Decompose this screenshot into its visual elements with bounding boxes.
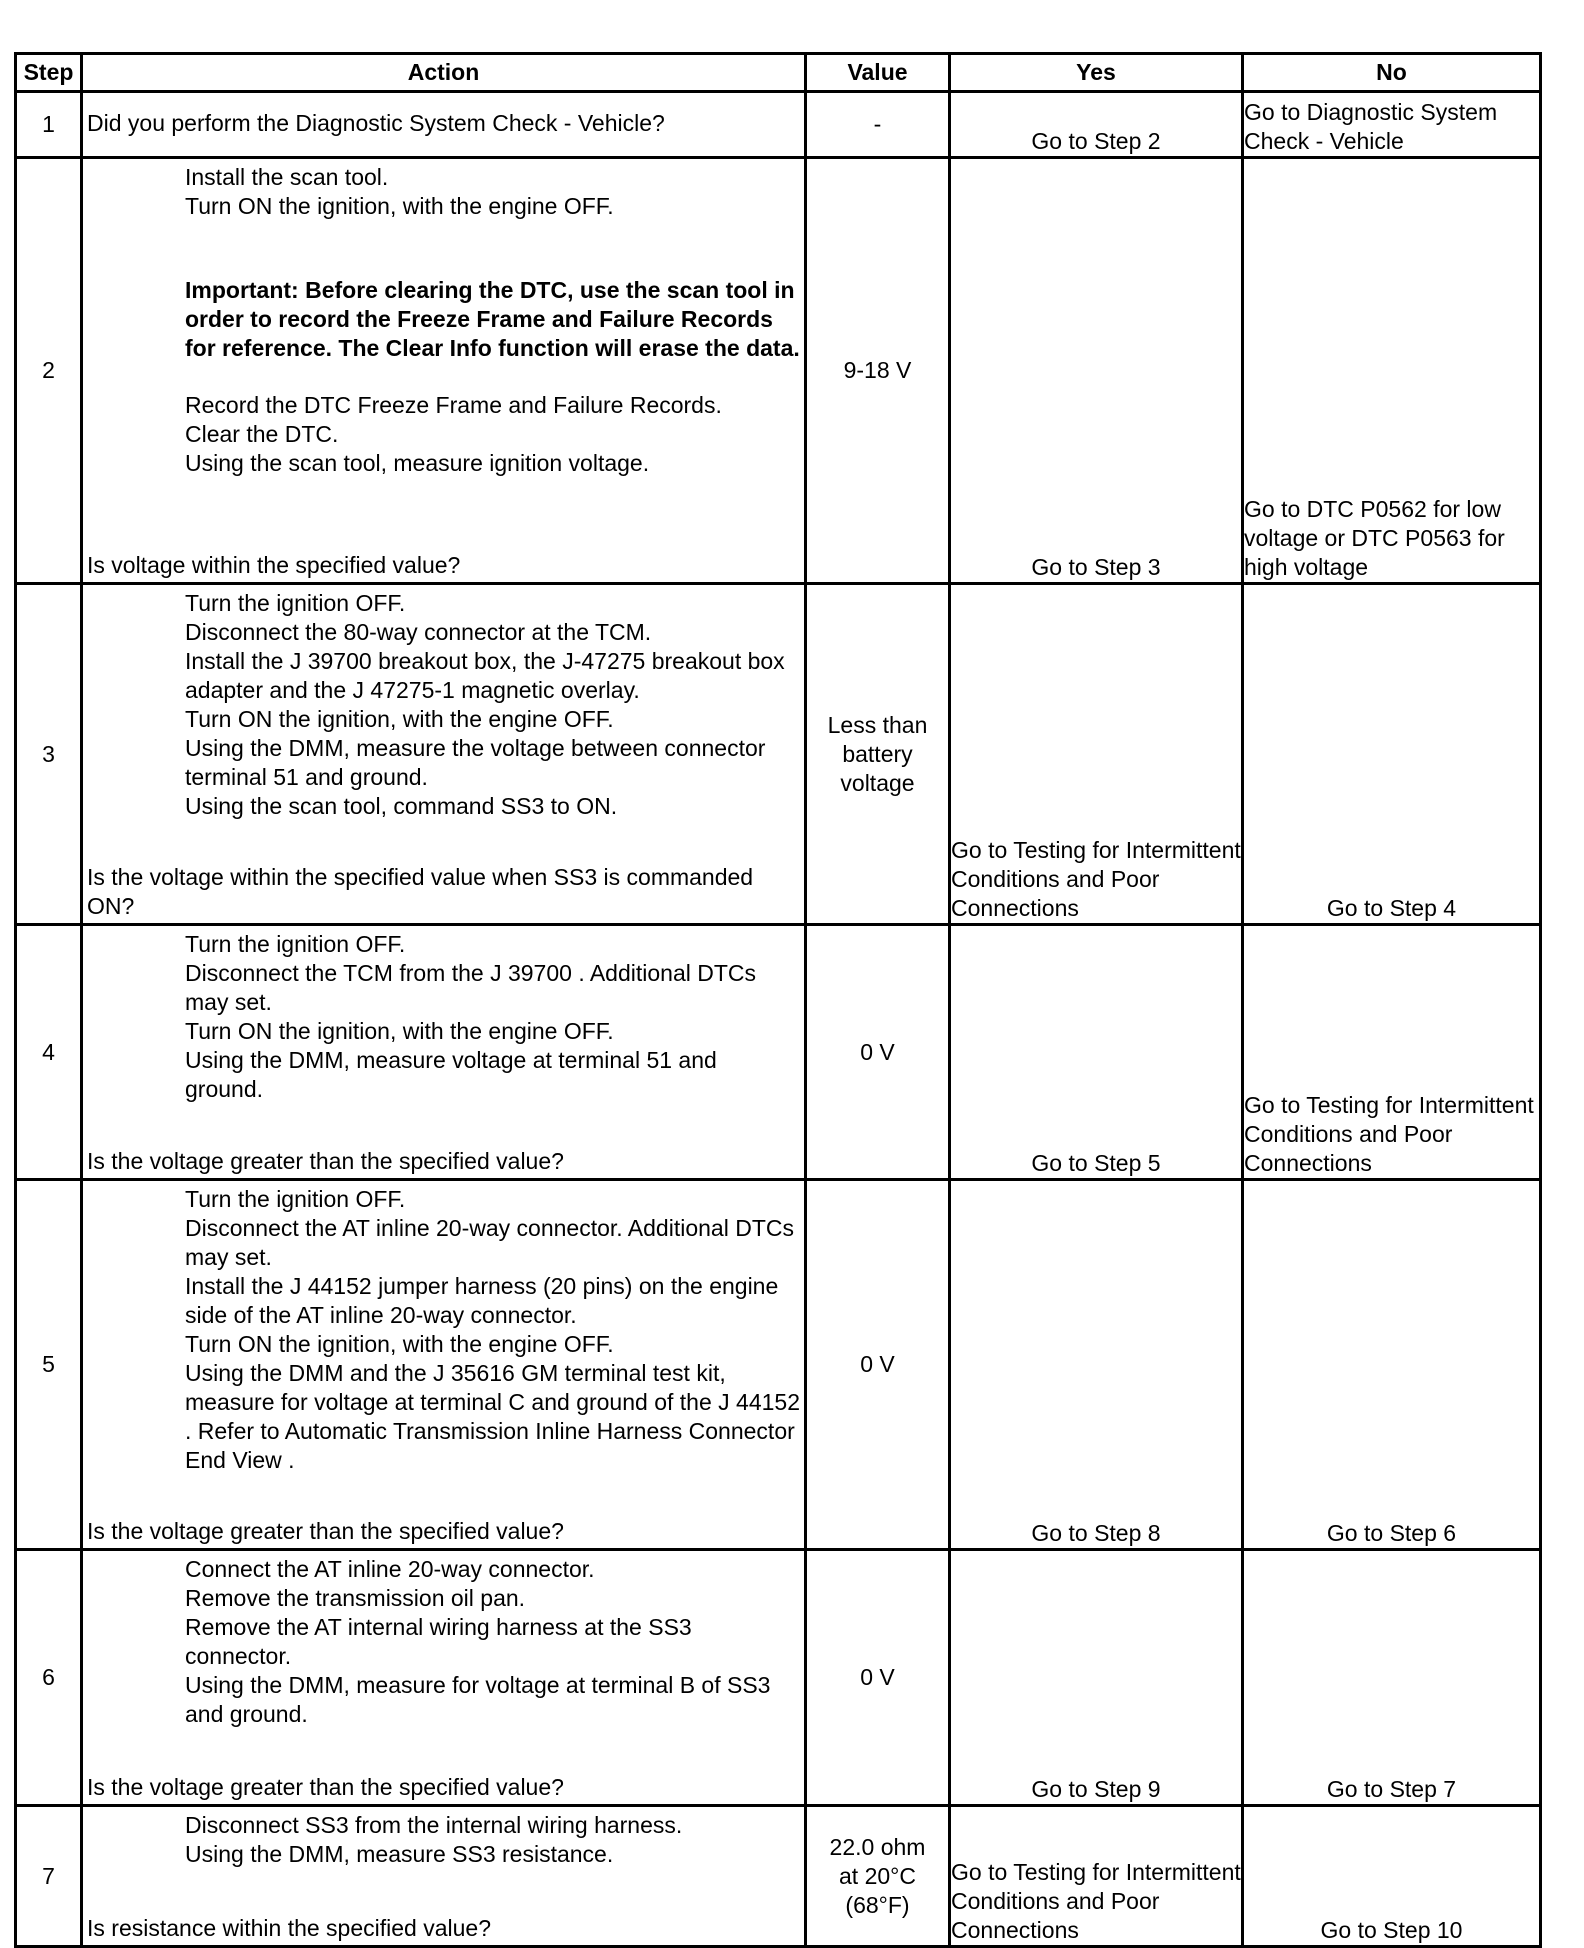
instruction-line: Using the DMM, measure the voltage between connector terminal 51 and ground. (185, 735, 766, 790)
instruction-line: Remove the transmission oil pan. (185, 1585, 526, 1611)
header-step: Step (16, 54, 82, 92)
yes-outcome: Go to Testing for Intermittent Conditions and Poor Connections (950, 584, 1243, 925)
step-number: 5 (16, 1180, 82, 1550)
action-cell (82, 158, 806, 584)
step-number: 1 (16, 92, 82, 158)
instruction-line: Using the DMM, measure voltage at terminal 51 and ground. (185, 1047, 717, 1102)
step-instructions (83, 585, 804, 821)
instruction-line: Install the J 44152 jumper harness (20 pins) on the engine side of the AT inline 20-way connector. (185, 1273, 779, 1328)
instruction-line: Remove the AT internal wiring harness at the SS3 connector. (185, 1614, 692, 1669)
action-cell (82, 1180, 806, 1550)
instruction-line: Using the DMM, measure for voltage at terminal B of SS3 and ground. (185, 1672, 771, 1727)
instruction-line: Record the DTC Freeze Frame and Failure Records. (185, 392, 722, 418)
spec-value: 0 V (806, 1550, 950, 1806)
step-question: Is the voltage greater than the specified value? (87, 1774, 564, 1800)
table-row (16, 584, 1541, 925)
header-no: No (1243, 54, 1541, 92)
instruction-line: Connect the AT inline 20-way connector. (185, 1556, 595, 1582)
step-instructions (83, 159, 804, 478)
no-outcome: Go to Diagnostic System Check - Vehicle (1243, 92, 1541, 158)
instruction-line: Using the DMM, measure SS3 resistance. (185, 1841, 614, 1867)
instruction-line: Turn ON the ignition, with the engine OFF. (185, 1331, 614, 1357)
step-number: 7 (16, 1806, 82, 1947)
instruction-line: Disconnect SS3 from the internal wiring harness. (185, 1812, 683, 1838)
step-question: Is the voltage greater than the specified value? (87, 1148, 564, 1174)
no-outcome: Go to Testing for Intermittent Conditions and Poor Connections (1243, 925, 1541, 1180)
instruction-line: Using the scan tool, command SS3 to ON. (185, 793, 618, 819)
step-instructions (83, 1181, 804, 1475)
no-outcome: Go to Step 7 (1243, 1550, 1541, 1806)
step-instructions (83, 1551, 804, 1729)
spec-value: 9-18 V (806, 158, 950, 584)
action-cell (82, 92, 806, 158)
instruction-line: Clear the DTC. (185, 421, 339, 447)
header-yes: Yes (950, 54, 1243, 92)
action-cell (82, 1806, 806, 1947)
instruction-line: Disconnect the TCM from the J 39700 . Additional DTCs may set. (185, 960, 757, 1015)
instruction-line: Disconnect the AT inline 20-way connector. Additional DTCs may set. (185, 1215, 794, 1270)
instruction-line: Install the scan tool. (185, 164, 389, 190)
step-question: Is voltage within the specified value? (87, 552, 461, 578)
step-number: 6 (16, 1550, 82, 1806)
spec-value: 0 V (806, 1180, 950, 1550)
instruction-line: Install the J 39700 breakout box, the J-47275 breakout box adapter and the J 47275-1 magnetic overlay. (185, 648, 785, 703)
step-number: 3 (16, 584, 82, 925)
spec-value: 22.0 ohm at 20°C (68°F) (806, 1806, 950, 1947)
spec-value: - (806, 92, 950, 158)
instruction-line: Using the DMM and the J 35616 GM terminal test kit, measure for voltage at terminal C and ground of the J 44152 . Refer to Automatic Transmission Inline Harness Connector End View . (185, 1360, 800, 1473)
instruction-line: Disconnect the 80-way connector at the TCM. (185, 619, 652, 645)
table-row (16, 158, 1541, 584)
instruction-line: Turn ON the ignition, with the engine OFF. (185, 193, 614, 219)
instruction-line: Using the scan tool, measure ignition voltage. (185, 450, 650, 476)
no-outcome: Go to Step 6 (1243, 1180, 1541, 1550)
no-outcome: Go to Step 10 (1243, 1806, 1541, 1947)
header-value: Value (806, 54, 950, 92)
table-row (16, 1806, 1541, 1947)
instruction-line: Turn the ignition OFF. (185, 1186, 406, 1212)
action-cell (82, 925, 806, 1180)
table-row (16, 925, 1541, 1180)
step-question: Is resistance within the specified value? (87, 1915, 491, 1941)
important-note: Important: Before clearing the DTC, use the scan tool in order to record the Freeze Frame and Failure Records for reference. The Clear Info function will erase the data. (185, 277, 800, 361)
step-question: Did you perform the Diagnostic System Check - Vehicle? (87, 110, 665, 136)
table-row (16, 1550, 1541, 1806)
yes-outcome: Go to Step 3 (950, 158, 1243, 584)
step-instructions (83, 1807, 804, 1869)
instruction-line: Turn ON the ignition, with the engine OFF. (185, 706, 614, 732)
yes-outcome: Go to Testing for Intermittent Conditions and Poor Connections (950, 1806, 1243, 1947)
yes-outcome: Go to Step 5 (950, 925, 1243, 1180)
step-instructions (83, 926, 804, 1104)
table-row (16, 1180, 1541, 1550)
instruction-line: Turn the ignition OFF. (185, 590, 406, 616)
step-question: Is the voltage within the specified value when SS3 is commanded ON? (87, 864, 754, 919)
spec-value: 0 V (806, 925, 950, 1180)
yes-outcome: Go to Step 8 (950, 1180, 1243, 1550)
step-number: 4 (16, 925, 82, 1180)
step-question: Is the voltage greater than the specified value? (87, 1518, 564, 1544)
instruction-line: Turn ON the ignition, with the engine OFF. (185, 1018, 614, 1044)
no-outcome: Go to DTC P0562 for low voltage or DTC P0563 for high voltage (1243, 158, 1541, 584)
step-number: 2 (16, 158, 82, 584)
spec-value: Less than battery voltage (806, 584, 950, 925)
header-row (16, 54, 1541, 92)
diagnostic-table (14, 52, 1542, 1948)
no-outcome: Go to Step 4 (1243, 584, 1541, 925)
table-row (16, 92, 1541, 158)
action-cell (82, 1550, 806, 1806)
header-action: Action (82, 54, 806, 92)
instruction-line: Turn the ignition OFF. (185, 931, 406, 957)
yes-outcome: Go to Step 9 (950, 1550, 1243, 1806)
action-cell (82, 584, 806, 925)
yes-outcome: Go to Step 2 (950, 92, 1243, 158)
